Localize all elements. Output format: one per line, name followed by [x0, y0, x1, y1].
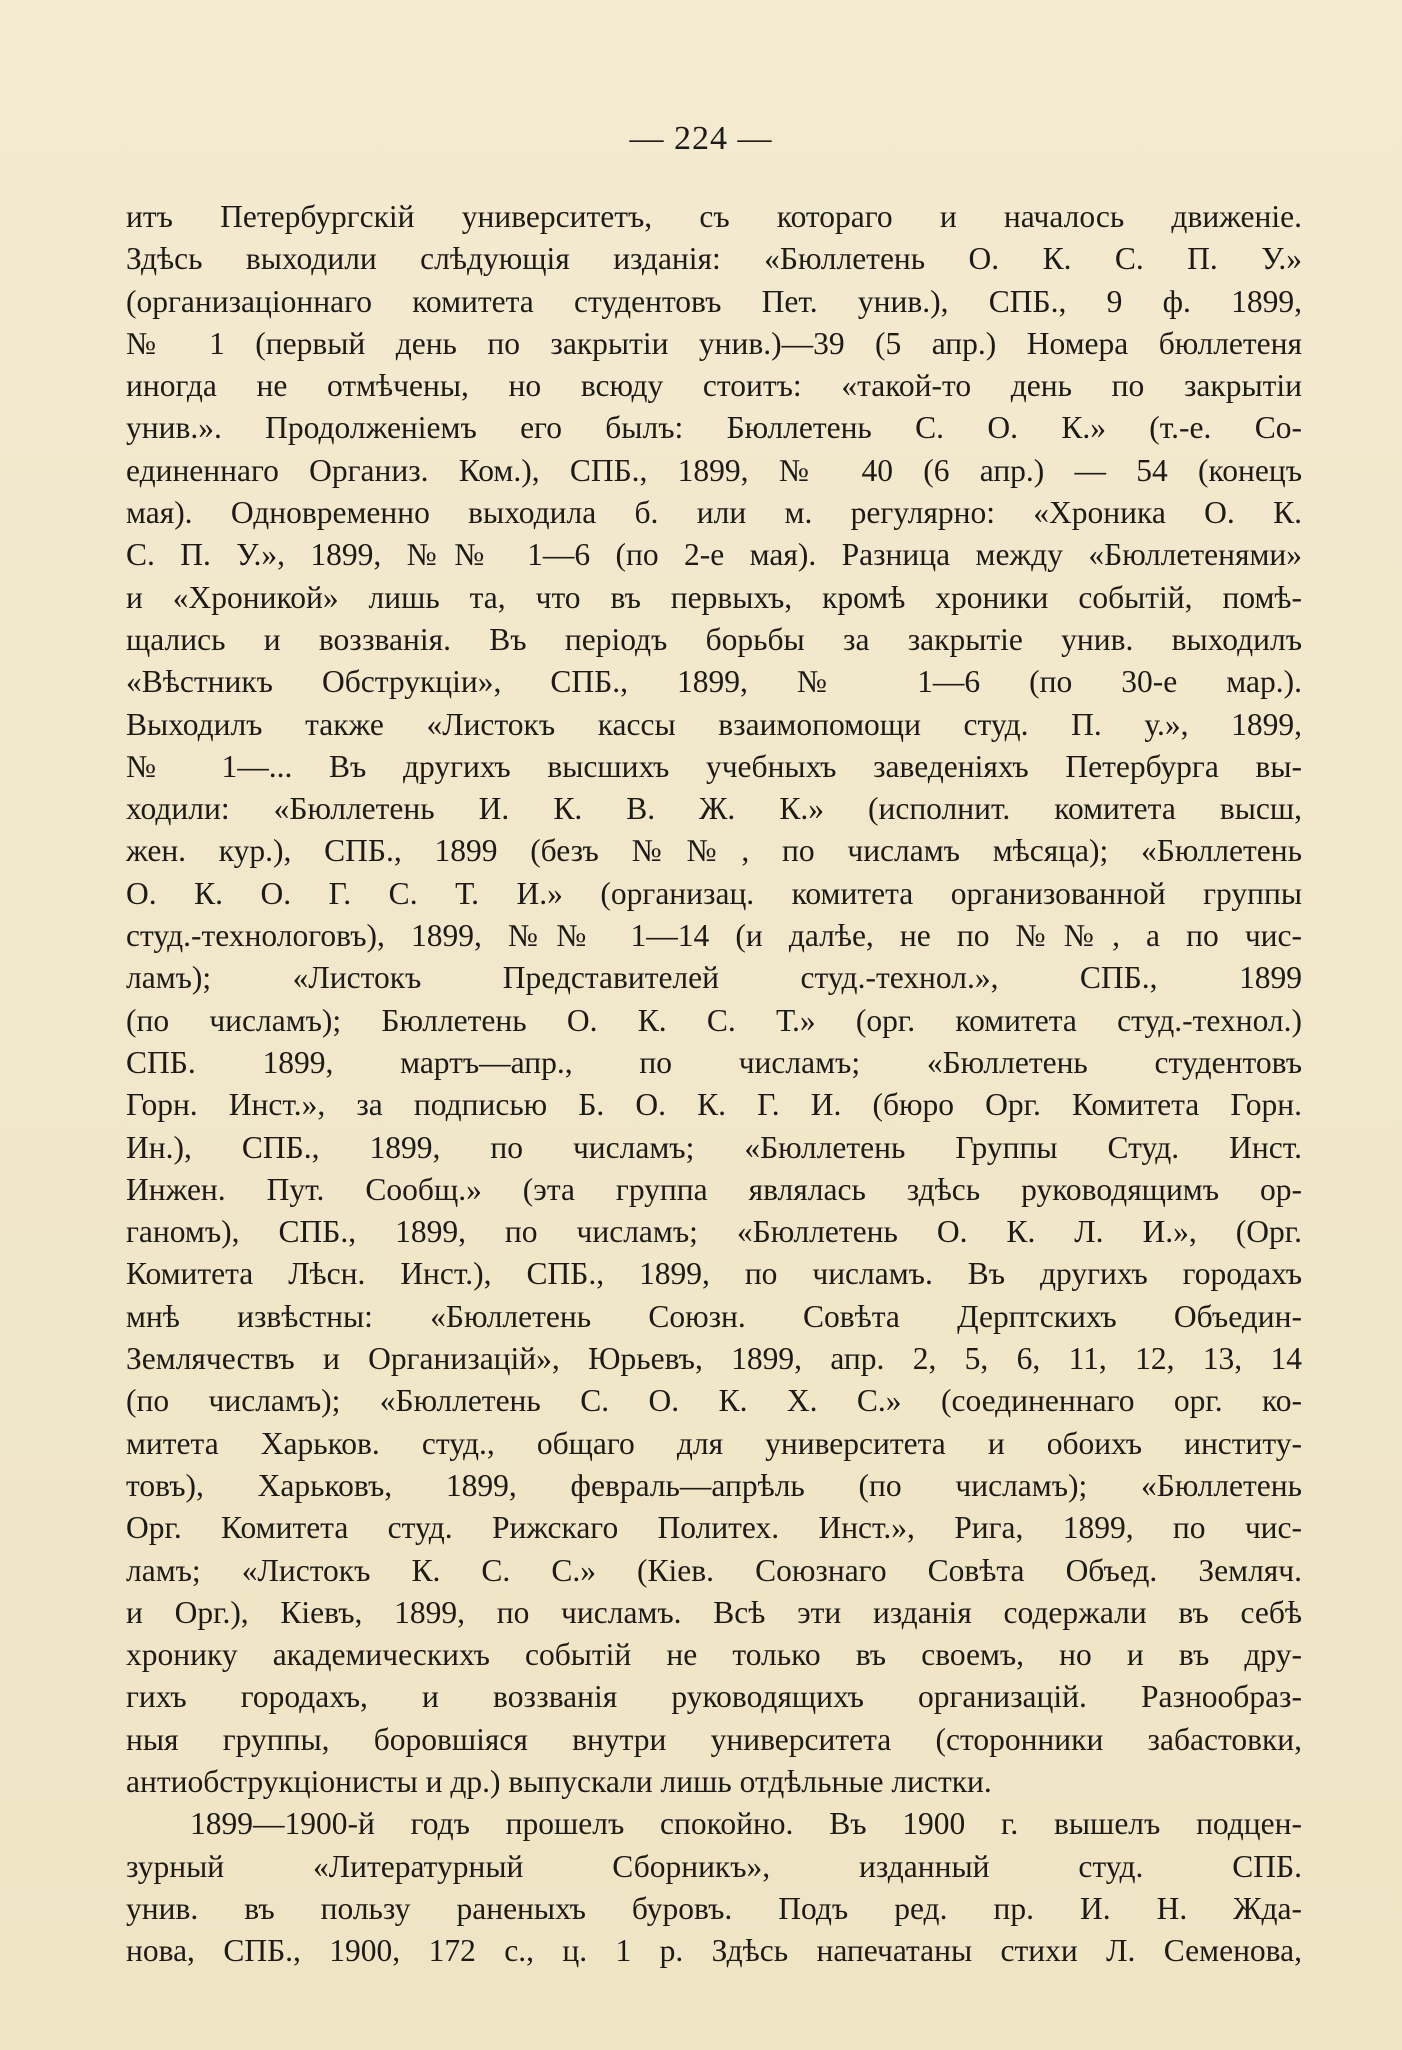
text-line: С. П. У.», 1899, №№ 1—6 (по 2-е мая). Разница между «Бюллетенями»	[126, 537, 1302, 573]
text-line: (организаціоннаго комитета студентовъ Пет. унив.), СПБ., 9 ф. 1899,	[126, 283, 1302, 319]
text-line: мнѣ извѣстны: «Бюллетень Союзн. Совѣта Дерптскихъ Объедин-	[126, 1298, 1302, 1334]
text-line: ходили: «Бюллетень И. К. В. Ж. К.» (исполнит. комитета высш,	[126, 791, 1302, 827]
text-line: Здѣсь выходили слѣдующія изданія: «Бюллетень О. К. С. П. У.»	[126, 241, 1302, 277]
text-line: нова, СПБ., 1900, 172 с., ц. 1 р. Здѣсь напечатаны стихи Л. Семенова,	[126, 1933, 1302, 1969]
text-line: ганомъ), СПБ., 1899, по числамъ; «Бюллетень О. К. Л. И.», (Орг.	[126, 1214, 1302, 1250]
text-line: итъ Петербургскій университетъ, съ котораго и началось движеніе.	[126, 199, 1302, 234]
text-line: № 1 (первый день по закрытіи унив.)—39 (5 апр.) Номера бюллетеня	[126, 325, 1302, 361]
text-line: Орг. Комитета студ. Рижскаго Политех. Инст.», Рига, 1899, по чис-	[126, 1510, 1302, 1546]
body-text	[126, 196, 1302, 1972]
text-line: Ин.), СПБ., 1899, по числамъ; «Бюллетень Группы Студ. Инст.	[126, 1129, 1302, 1165]
text-line: единеннаго Организ. Ком.), СПБ., 1899, № 40 (6 апр.) — 54 (конецъ	[126, 452, 1302, 488]
text-line: Горн. Инст.», за подписью Б. О. К. Г. И. (бюро Орг. Комитета Горн.	[126, 1087, 1302, 1123]
text-line: (по числамъ); Бюллетень О. К. С. Т.» (орг. комитета студ.-технол.)	[126, 1002, 1302, 1038]
text-line: Комитета Лѣсн. Инст.), СПБ., 1899, по числамъ. Въ другихъ городахъ	[126, 1256, 1302, 1292]
text-line: Землячествъ и Организацій», Юрьевъ, 1899, апр. 2, 5, 6, 11, 12, 13, 14	[126, 1341, 1302, 1377]
text-line: щались и воззванія. Въ періодъ борьбы за закрытіе унив. выходилъ	[126, 621, 1302, 657]
text-line: иногда не отмѣчены, но всюду стоитъ: «такой-то день по закрытіи	[126, 368, 1302, 404]
text-line: № 1—... Въ другихъ высшихъ учебныхъ заведеніяхъ Петербурга вы-	[126, 748, 1302, 784]
text-line: и Орг.), Кіевъ, 1899, по числамъ. Всѣ эти изданія содержали въ себѣ	[126, 1594, 1302, 1630]
text-line: ныя группы, боровшіяся внутри университета (сторонники забастовки,	[126, 1721, 1302, 1757]
text-line: (по числамъ); «Бюллетень С. О. К. Х. С.» (соединеннаго орг. ко-	[126, 1383, 1302, 1419]
text-line: 1899—1900-й годъ прошелъ спокойно. Въ 1900 г. вышелъ подцен-	[190, 1806, 1302, 1842]
text-line: унив. въ пользу раненыхъ буровъ. Подъ ред. пр. И. Н. Жда-	[126, 1890, 1302, 1926]
text-line: «Вѣстникъ Обструкціи», СПБ., 1899, № 1—6 (по 30-е мар.).	[126, 664, 1302, 700]
text-line: хронику академическихъ событій не только въ своемъ, но и въ дру-	[126, 1637, 1302, 1673]
text-line: мая). Одновременно выходила б. или м. регулярно: «Хроника О. К.	[126, 495, 1302, 531]
text-line: студ.-технологовъ), 1899, №№ 1—14 (и далѣе, не по №№, а по чис-	[126, 918, 1302, 954]
text-line: ламъ); «Листокъ Представителей студ.-технол.», СПБ., 1899	[126, 960, 1302, 996]
text-line: О. К. О. Г. С. Т. И.» (организац. комитета организованной группы	[126, 875, 1302, 911]
text-line: Инжен. Пут. Сообщ.» (эта группа являлась здѣсь руководящимъ ор-	[126, 1171, 1302, 1207]
text-line: митета Харьков. студ., общаго для университета и обоихъ институ-	[126, 1425, 1302, 1461]
text-line: жен. кур.), СПБ., 1899 (безъ №№, по числамъ мѣсяца); «Бюллетень	[126, 833, 1302, 869]
text-line: унив.». Продолженіемъ его былъ: Бюллетень С. О. К.» (т.-е. Со-	[126, 410, 1302, 446]
text-line: товъ), Харьковъ, 1899, февраль—апрѣль (по числамъ); «Бюллетень	[126, 1467, 1302, 1503]
text-line: гихъ городахъ, и воззванія руководящихъ организацій. Разнообраз-	[126, 1679, 1302, 1715]
text-line: ламъ; «Листокъ К. С. С.» (Кіев. Союзнаго Совѣта Объед. Земляч.	[126, 1552, 1302, 1588]
text-line: СПБ. 1899, мартъ—апр., по числамъ; «Бюллетень студентовъ	[126, 1044, 1302, 1080]
page-number: — 224 —	[629, 120, 773, 157]
text-line: и «Хроникой» лишь та, что въ первыхъ, кромѣ хроники событій, помѣ-	[126, 579, 1302, 615]
text-line: Выходилъ также «Листокъ кассы взаимопомощи студ. П. у.», 1899,	[126, 706, 1302, 742]
text-line: зурный «Литературный Сборникъ», изданный студ. СПБ.	[126, 1848, 1302, 1884]
text-line: антиобструкціонисты и др.) выпускали лишь отдѣльные листки.	[126, 1763, 992, 1799]
